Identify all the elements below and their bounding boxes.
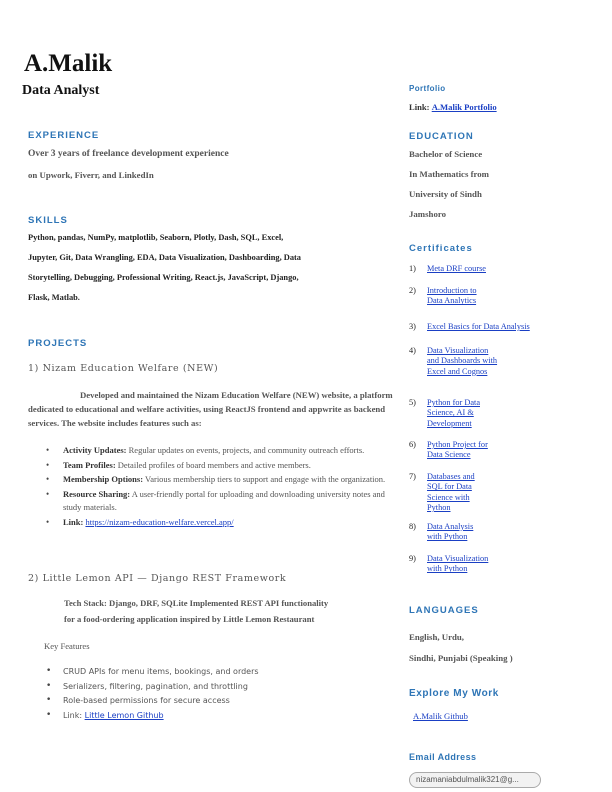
certificate-link[interactable]: Databases and SQL for Data Science with Python: [427, 472, 475, 513]
experience-heading: EXPERIENCE: [28, 130, 100, 141]
email-heading: Email Address: [409, 752, 477, 762]
certificate-link[interactable]: Meta DRF course: [427, 264, 486, 273]
project-1-description: [28, 388, 396, 430]
email-field[interactable]: nizamaniabdulmalik321@g...: [409, 772, 541, 788]
education-line-2: In Mathematics from: [409, 169, 489, 179]
candidate-name: A.Malik: [24, 50, 113, 77]
project-1-title: 1) Nizam Education Welfare (NEW): [28, 363, 219, 374]
portfolio-line: [409, 97, 497, 117]
list-item: • CRUD APIs for menu items, bookings, and orders: [46, 665, 376, 679]
certificate-link[interactable]: Introduction to Data Analytics: [427, 286, 477, 306]
languages-heading: LANGUAGES: [409, 605, 479, 616]
certificate-link[interactable]: Python for Data Science, AI & Development: [427, 398, 480, 428]
certificate-link[interactable]: Data Visualization and Dashboards with Excel and Cognos: [427, 346, 498, 376]
list-item: • Membership Options: Various membership tiers to support and engage with the organization.: [46, 473, 396, 487]
certificates-heading: Certificates: [409, 243, 473, 254]
education-line-4: Jamshoro: [409, 209, 446, 219]
project-2-feature-list: [46, 665, 376, 724]
experience-line-2: on Upwork, Fiverr, and LinkedIn: [28, 170, 154, 180]
portfolio-label: Link:: [409, 102, 430, 112]
skills-heading: SKILLS: [28, 215, 68, 226]
project-1-link[interactable]: https://nizam-education-welfare.vercel.app/: [85, 516, 234, 527]
candidate-role: Data Analyst: [22, 83, 100, 98]
experience-line-1: Over 3 years of freelance development experience: [28, 149, 229, 159]
project-2-title: 2) Little Lemon API — Django REST Framework: [28, 573, 287, 584]
certificate-link[interactable]: Data Analysis with Python: [427, 522, 474, 542]
skills-line-4: Flask, Matlab.: [28, 293, 80, 302]
project-1-feature-list: [46, 444, 396, 530]
education-line-1: Bachelor of Science: [409, 149, 483, 159]
certificate-link[interactable]: Python Project for Data Science: [427, 440, 488, 460]
languages-line-2: Sindhi, Punjabi (Speaking ): [409, 653, 513, 663]
list-item: • Team Profiles: Detailed profiles of board members and active members.: [46, 459, 396, 473]
portfolio-link[interactable]: A.Malik Portfolio: [431, 102, 497, 112]
education-line-3: University of Sindh: [409, 189, 482, 199]
list-item: • Resource Sharing: A user-friendly portal for uploading and downloading university notes and study materials.: [46, 488, 396, 515]
projects-heading: PROJECTS: [28, 338, 88, 349]
list-item: • Activity Updates: Regular updates on events, projects, and community outreach efforts.: [46, 444, 396, 458]
languages-line-1: English, Urdu,: [409, 632, 465, 642]
project-2-tech-line-2: for a food-ordering application inspired by Little Lemon Restaurant: [64, 614, 315, 624]
github-link[interactable]: A.Malik Github: [413, 711, 468, 721]
certificate-link[interactable]: Data Visualization with Python: [427, 554, 489, 574]
explore-line: [413, 706, 468, 726]
skills-line-1: Python, pandas, NumPy, matplotlib, Seaborn, Plotly, Dash, SQL, Excel,: [28, 233, 284, 242]
list-item: • Serializers, filtering, pagination, and throttling: [46, 680, 376, 694]
certificate-link[interactable]: Excel Basics for Data Analysis: [427, 322, 530, 331]
list-item: • Role-based permissions for secure access: [46, 694, 376, 708]
list-item: • Link: Little Lemon Github: [46, 709, 376, 723]
skills-line-2: Jupyter, Git, Data Wrangling, EDA, Data Visualization, Dashboarding, Data: [28, 253, 301, 262]
list-item: • Link: https://nizam-education-welfare.vercel.app/: [46, 516, 396, 530]
skills-line-3: Storytelling, Debugging, Professional Writing, React.js, JavaScript, Django,: [28, 273, 299, 282]
project-1-description-text: Developed and maintained the Nizam Education Welfare (NEW) website, a platform dedicated to educational and welfare activities, using ReactJS frontend and appwrite as backend services. The website includes features such as:: [28, 390, 393, 428]
education-heading: EDUCATION: [409, 131, 474, 142]
project-2-link[interactable]: Little Lemon Github: [84, 711, 164, 721]
key-features-label: Key Features: [44, 641, 90, 651]
portfolio-heading: Portfolio: [409, 84, 446, 93]
project-2-tech-line-1: Tech Stack: Django, DRF, SQLite Implemented REST API functionality: [64, 598, 329, 608]
explore-heading: Explore My Work: [409, 688, 499, 699]
